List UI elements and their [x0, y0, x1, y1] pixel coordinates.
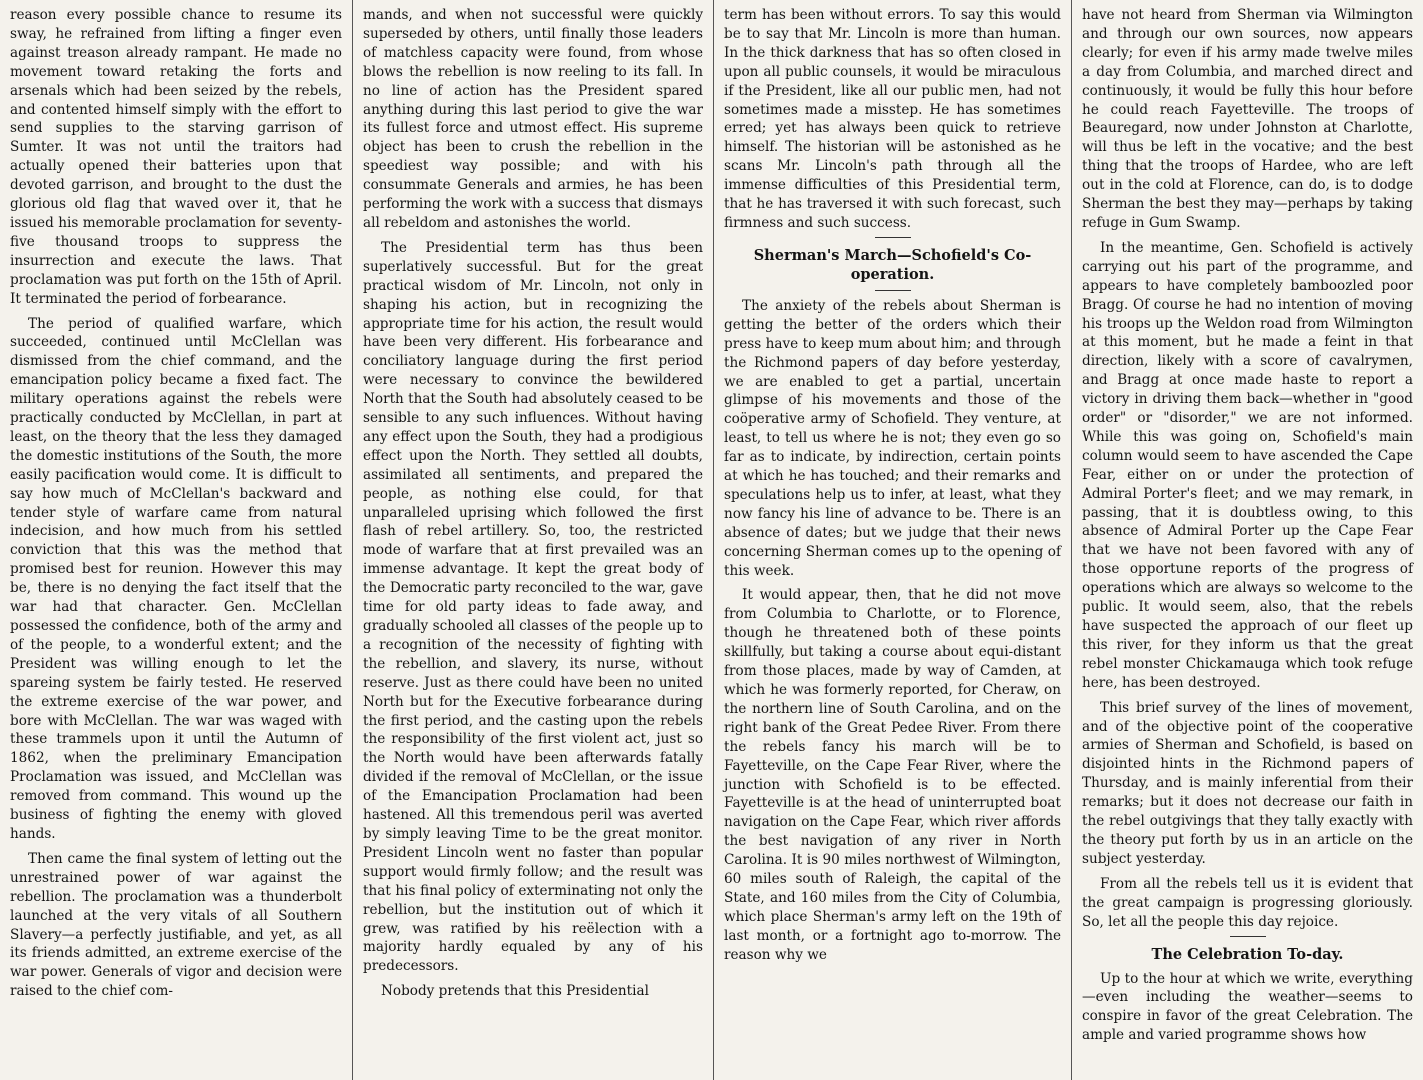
- paragraph: This brief survey of the lines of movement, and of the objective point of the cooperative armies of Sherman and Schofield, is based on disjointed hints in the Richmond papers of Thursday, and is mainly inferential from their remarks; but it does not decrease our faith in the rebel outgivings that they tally exactly with the theory put forth by us in an article on the subject yesterday.: [1082, 699, 1413, 867]
- paragraph: It would appear, then, that he did not move from Columbia to Charlotte, or to Florence, though he threatened both of these points skillfully, but taking a course about equi-distant from those places, made by way of Camden, at which he was formerly reported, for Cheraw, on the northern line of South Carolina, and on the right bank of the Great Pedee River. From there the rebels fancy his march will be to Fayetteville, on the Cape Fear River, where the junction with Schofield is to be effected. Fayetteville is at the head of uninterrupted boat navigation on the Cape Fear, which river affords the best navigation of any river in North Carolina. It is 90 miles northwest of Wilmington, 60 miles south of Raleigh, the capital of the State, and 160 miles from the City of Columbia, which place Sherman's army left on the 19th of last month, or a fortnight ago to-morrow. The reason why we: [724, 587, 1061, 963]
- divider: [875, 237, 911, 238]
- paragraph: The anxiety of the rebels about Sherman is getting the better of the orders which their press have to keep mum about him; and through the Richmond papers of day before yesterday, we are enabled to get a partial, uncertain glimpse of his movements and those of the coöperative army of Schofield. They venture, at least, to tell us where he is not; they even go so far as to indicate, by indirection, certain points at which he has touched; and their remarks and speculations help us to infer, at least, what they now fancy his line of advance to be. There is an absence of dates; but we judge that their news concerning Sherman comes up to the opening of this week.: [724, 297, 1061, 579]
- article-headline: Sherman's March—Schofield's Co-operation.: [753, 246, 1032, 283]
- column-1: [0, 0, 352, 1080]
- paragraph: have not heard from Sherman via Wilmington and through our own sources, now appears clearly; for even if his army made twelve miles a day from Columbia, and marched direct and continuously, it would be fully this hour before he could reach Fayetteville. The troops of Beauregard, now under Johnston at Charlotte, will thus be left in the vocative; and the best thing that the troops of Hardee, who are left out in the cold at Florence, can do, is to dodge Sherman the best they may—perhaps by taking refuge in Gum Swamp.: [1082, 7, 1413, 231]
- paragraph: Nobody pretends that this Presidential: [381, 983, 649, 1000]
- paragraph: Then came the final system of letting out the unrestrained power of war against the rebellion. The proclamation was a thunderbolt launched at the very vitals of all Southern Slavery—a perfectly justifiable, and yet, as all its friends admitted, an extreme exercise of the war power. Generals of vigor and decision were raised to the chief com-: [10, 850, 342, 1000]
- column-2: [352, 0, 713, 1080]
- paragraph: In the meantime, Gen. Schofield is actively carrying out his part of the programme, and appears to have completely bamboozled poor Bragg. Of course he had no intention of moving his troops up the Weldon road from Wilmington at this moment, but he made a feint in that direction, likely with a score of cavalrymen, and Bragg at once made haste to report a victory in driving them back—whether in "good order" or "disorder," we are not informed. While this was going on, Schofield's main column would seem to have ascended the Cape Fear, either on or under the protection of Admiral Porter's fleet; and we may remark, in passing, that it is doubtless owing, to this absence of Admiral Porter up the Cape Fear that we have not been favored with any of those opportune reports of the progress of operations which are always so welcome to the public. It would seem, also, that the rebels have suspected the approach of our fleet up this river, for they inform us that the great rebel monster Chickamauga which took refuge here, has been destroyed.: [1082, 239, 1413, 691]
- paragraph: The Presidential term has thus been superlatively successful. But for the great practical wisdom of Mr. Lincoln, not only in shaping his action, but in recognizing the appropriate time for his action, the result would have been very different. His forbearance and conciliatory language during the first period were necessary to convince the bewildered North that the South had absolutely ceased to be sensible to any such influences. Without having any effect upon the South, they had a prodigious effect upon the North. They settled all doubts, assimilated all sentiments, and prepared the people, as nothing else could, for that unparalleled uprising which followed the first flash of rebel artillery. So, too, the restricted mode of warfare that at first prevailed was an immense advantage. It kept the great body of the Democratic party reconciled to the war, gave time for old party ideas to fade away, and gradually schooled all classes of the people up to a recognition of the necessity of fighting with the rebellion, and slavery, its nurse, without reserve. Just as there could have been no united North but for the Executive forbearance during the first period, and the casting upon the rebels the responsibility of the first violent act, just so the North would have been afterwards fatally divided if the removal of McClellan, or the issue of the Emancipation Proclamation had been hastened. All this tremendous peril was averted by simply leaving Time to be the great monitor. President Lincoln went no faster than popular support would firmly follow; and the result was that his final policy of exterminating not only the rebellion, but the institution out of which it grew, was ratified by his reëlection with a majority hardly equaled by any of his predecessors.: [363, 239, 703, 975]
- paragraph: From all the rebels tell us it is evident that the great campaign is progressing gloriously. So, let all the people this day rejoice.: [1082, 875, 1413, 930]
- column-4: [1071, 0, 1423, 1080]
- paragraph: reason every possible chance to resume its sway, he refrained from lifting a finger even against treason already rampant. He made no movement toward retaking the forts and arsenals which had been seized by the rebels, and contented himself simply with the effort to send supplies to the starving garrison of Sumter. It was not until the traitors had actually opened their batteries upon that devoted garrison, and brought to the dust the glorious old flag that waved over it, that he issued his memorable proclamation for seventy-five thousand troops to suppress the insurrection and execute the laws. That proclamation was put forth on the 15th of April. It terminated the period of forbearance.: [10, 7, 342, 307]
- column-3: [713, 0, 1071, 1080]
- article-headline: The Celebration To-day.: [1151, 945, 1344, 963]
- paragraph: The period of qualified warfare, which succeeded, continued until McClellan was dismissed from the chief command, and the emancipation policy became a fixed fact. The military operations against the rebels were practically conducted by McClellan, in part at least, on the theory that the less they damaged the domestic institutions of the South, the more easily pacification would come. It is difficult to say how much of McClellan's backward and tender style of warfare came from natural indecision, and how much from his settled conviction that this was the method that promised best for reunion. However this may be, there is no denying the fact itself that the war had that character. Gen. McClellan possessed the confidence, both of the army and of the people, to a wonderful extent; and the President was willing enough to let the spareing system be fairly tested. He reserved the extreme exercise of the war power, and bore with McClellan. The war was waged with these trammels upon it until the Autumn of 1862, when the preliminary Emancipation Proclamation was issued, and McClellan was removed from command. This wound up the business of fighting the enemy with gloved hands.: [10, 315, 342, 842]
- paragraph: term has been without errors. To say this would be to say that Mr. Lincoln is more than human. In the thick darkness that has so often closed in upon all public counsels, it would be miraculous if the President, like all our public men, had not sometimes made a misstep. He has sometimes erred; yet has always been quick to retrieve himself. The historian will be astonished as he scans Mr. Lincoln's path through all the immense difficulties of this Presidential term, that he has traversed it with such forecast, such firmness and such success.: [724, 7, 1061, 231]
- paragraph: Up to the hour at which we write, everything—even including the weather—seems to conspire in favor of the great Celebration. The ample and varied programme shows how: [1082, 970, 1413, 1044]
- divider: [1230, 936, 1266, 937]
- divider: [875, 290, 911, 291]
- paragraph: mands, and when not successful were quickly superseded by others, until finally those leaders of matchless capacity were found, from whose blows the rebellion is now reeling to its fall. In no line of action has the President spared anything during this last period to give the war its fullest force and utmost effect. His supreme object has been to crush the rebellion in the speediest way possible; and with his consummate Generals and armies, he has been performing the work with a success that dismays all rebeldom and astonishes the world.: [363, 7, 703, 231]
